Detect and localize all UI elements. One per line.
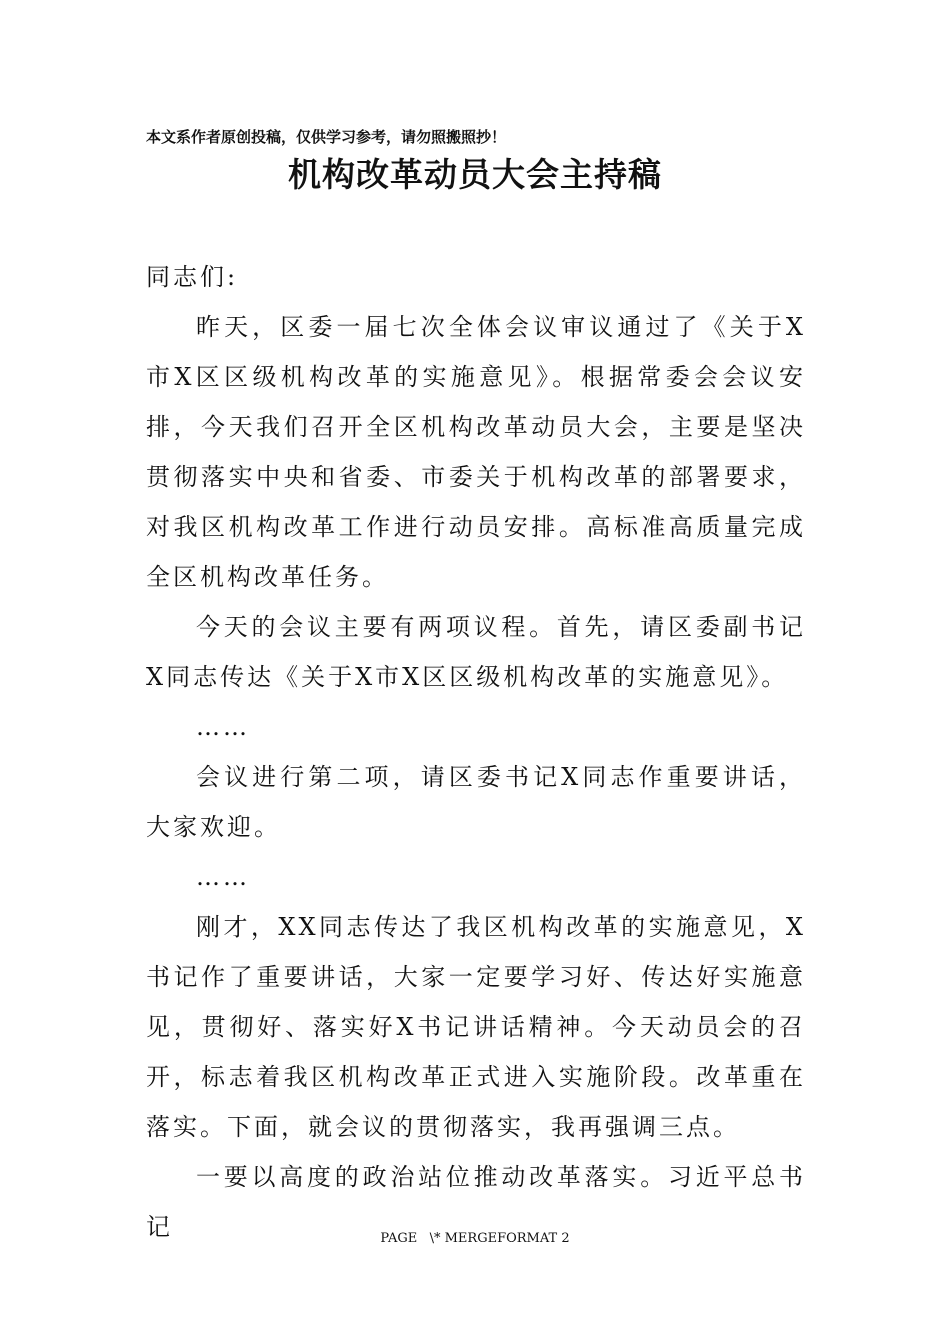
- paragraph: 昨天，区委一届七次全体会议审议通过了《关于X市X区区级机构改革的实施意见》。根据常委会会议安排，今天我们召开全区机构改革动员大会，主要是坚决贯彻落实中央和省委、市委关于机构改革的部署要求，对我区机构改革工作进行动员安排。高标准高质量完成全区机构改革任务。: [146, 313, 806, 591]
- page-footer: PAGE \* MERGEFORMAT 2: [380, 1231, 570, 1246]
- ellipsis-line: ……: [196, 863, 250, 891]
- salutation: 同志们:: [146, 263, 239, 291]
- paragraph: 一要以高度的政治站位推动改革落实。习近平总书记: [146, 1163, 806, 1241]
- paragraph: 今天的会议主要有两项议程。首先，请区委副书记X同志传达《关于X市X区区级机构改革的实施意见》。: [146, 613, 806, 691]
- paragraph: 刚才，XX同志传达了我区机构改革的实施意见，X书记作了重要讲话，大家一定要学习好、传达好实施意见，贯彻好、落实好X书记讲话精神。今天动员会的召开，标志着我区机构改革正式进入实施阶段。改革重在落实。下面，就会议的贯彻落实，我再强调三点。: [146, 913, 806, 1141]
- paragraph: 会议进行第二项，请区委书记X同志作重要讲话，大家欢迎。: [146, 763, 806, 841]
- document-title: 机构改革动员大会主持稿: [288, 155, 662, 194]
- ellipsis-line: ……: [196, 713, 250, 741]
- document-body: [146, 252, 806, 1252]
- copyright-notice: 本文系作者原创投稿，仅供学习参考，请勿照搬照抄！: [146, 128, 507, 146]
